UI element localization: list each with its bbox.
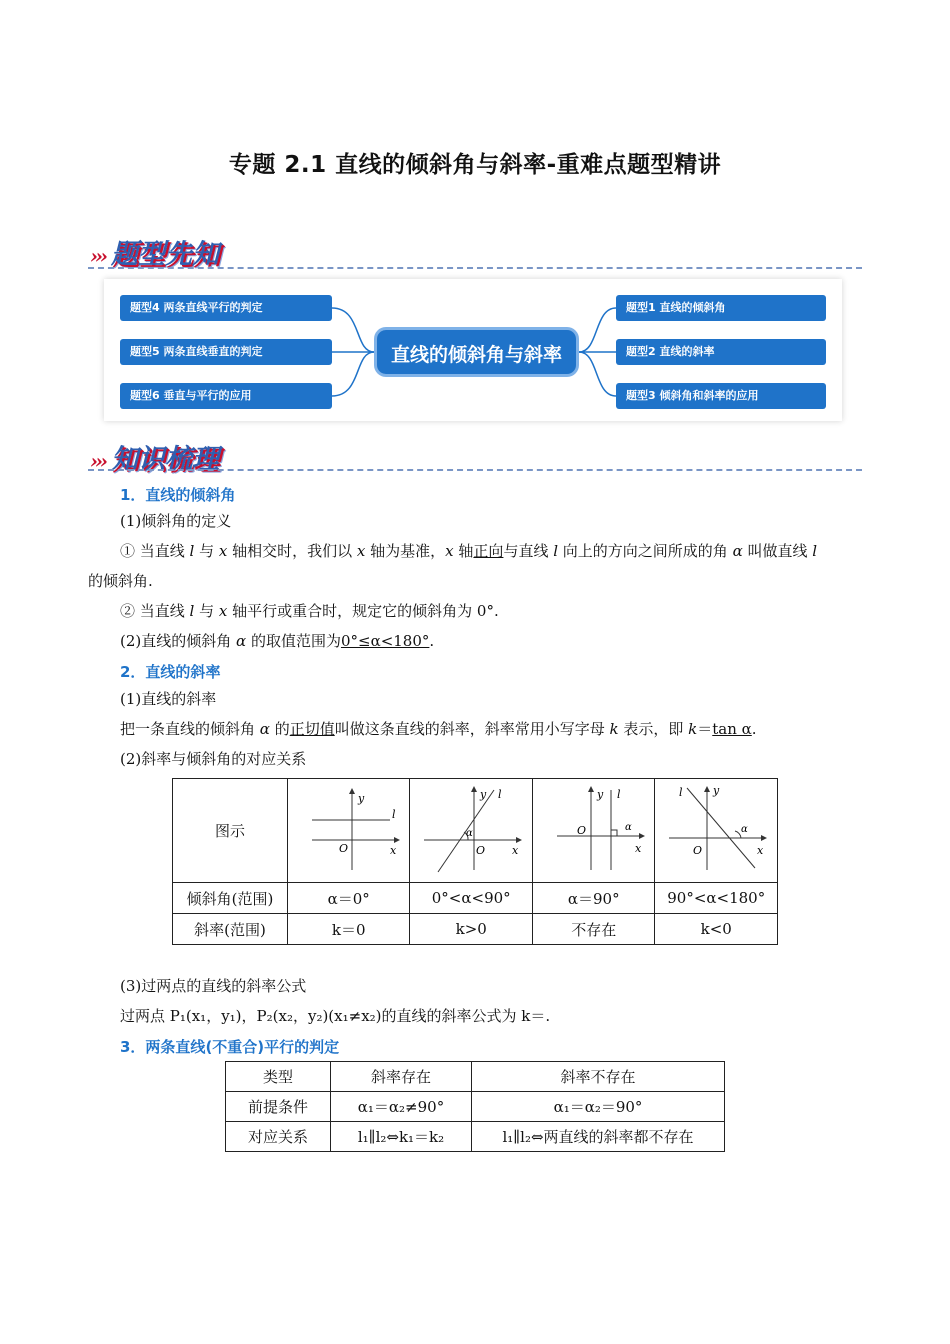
figure-obtuse-line — [661, 784, 771, 874]
table-cell: α＝90° — [532, 883, 655, 914]
table-cell: l₁∥l₂⇔k₁＝k₂ — [331, 1122, 472, 1152]
page-title: 专题 2.1 直线的倾斜角与斜率-重难点题型精讲 — [228, 152, 722, 178]
mind-center: 直线的倾斜角与斜率 — [374, 327, 579, 377]
paragraph-def-1-cont: 的倾斜角. — [88, 572, 153, 590]
parallel-table — [225, 1061, 725, 1152]
mind-node-type5: 题型5 两条直线垂直的判定 — [120, 339, 332, 365]
table-header: 类型 — [226, 1062, 331, 1092]
mind-map — [104, 279, 842, 421]
svg-text:x: x — [512, 843, 519, 857]
svg-text:y: y — [480, 787, 487, 801]
figure-acute-line — [416, 784, 526, 874]
svg-text:α: α — [466, 827, 473, 839]
svg-text:l: l — [498, 787, 502, 801]
svg-text:y: y — [596, 787, 603, 801]
subheading: (3)过两点的直线的斜率公式 — [120, 977, 307, 995]
divider — [88, 469, 862, 471]
subheading: (1)倾斜角的定义 — [120, 512, 232, 530]
section-heading-2: 2．直线的斜率 — [120, 663, 221, 681]
table-cell: l₁∥l₂⇔两直线的斜率都不存在 — [472, 1122, 725, 1152]
table-cell: k<0 — [655, 914, 778, 945]
table-cell: 不存在 — [532, 914, 655, 945]
table-cell: 0°<α<90° — [410, 883, 533, 914]
table-cell: k>0 — [410, 914, 533, 945]
table-row-label: 前提条件 — [226, 1092, 331, 1122]
figure-obtuse — [655, 779, 778, 883]
paragraph-formula: 过两点 P₁(x₁，y₁)，P₂(x₂，y₂)(x₁≠x₂)的直线的斜率公式为 k＝. — [120, 1007, 551, 1025]
table-cell: α₁＝α₂＝90° — [472, 1092, 725, 1122]
subheading: (2)斜率与倾斜角的对应关系 — [120, 750, 307, 768]
svg-text:y: y — [357, 791, 364, 805]
banner-label: 知识梳理 — [111, 444, 219, 475]
table-row-label: 图示 — [173, 779, 288, 883]
figure-vertical — [532, 779, 655, 883]
svg-text:l: l — [679, 785, 683, 799]
svg-text:l: l — [391, 807, 396, 821]
section-heading-3: 3．两条直线(不重合)平行的判定 — [120, 1038, 340, 1056]
table-cell: 90°<α<180° — [655, 883, 778, 914]
figure-horizontal-line — [294, 784, 404, 874]
svg-text:O: O — [338, 841, 348, 855]
table-header: 斜率存在 — [331, 1062, 472, 1092]
figure-horizontal — [287, 779, 410, 883]
banner-arrows-icon: ››› — [90, 244, 105, 268]
svg-text:l: l — [616, 787, 621, 801]
divider — [88, 267, 862, 269]
mind-node-type6: 题型6 垂直与平行的应用 — [120, 383, 332, 409]
table-cell: k＝0 — [287, 914, 410, 945]
table-row-label: 对应关系 — [226, 1122, 331, 1152]
svg-text:x: x — [634, 841, 641, 855]
banner-question-types — [90, 232, 219, 271]
section-heading-1: 1．直线的倾斜角 — [120, 486, 236, 504]
svg-text:y: y — [713, 783, 720, 797]
svg-text:α: α — [741, 823, 748, 835]
svg-text:α: α — [624, 821, 632, 833]
svg-text:x: x — [389, 843, 396, 857]
mind-node-type2: 题型2 直线的斜率 — [616, 339, 826, 365]
table-cell: α＝0° — [287, 883, 410, 914]
svg-text:O: O — [693, 843, 703, 857]
table-row-label: 斜率(范围) — [173, 914, 288, 945]
svg-text:O: O — [576, 823, 586, 837]
banner-arrows-icon: ››› — [90, 449, 105, 473]
subheading: (1)直线的斜率 — [120, 690, 217, 708]
mind-node-type3: 题型3 倾斜角和斜率的应用 — [616, 383, 826, 409]
paragraph-def-1: ① 当直线 l 与 x 轴相交时，我们以 x 轴为基准，x 轴正向与直线 l 向上的方向之间所成的角 α 叫做直线 l — [120, 542, 818, 560]
table-row-label: 倾斜角(范围) — [173, 883, 288, 914]
mind-node-type4: 题型4 两条直线平行的判定 — [120, 295, 332, 321]
figure-acute — [410, 779, 533, 883]
table-cell: α₁＝α₂≠90° — [331, 1092, 472, 1122]
slope-angle-table — [172, 778, 778, 945]
figure-vertical-line — [539, 784, 649, 874]
paragraph-def-2: ② 当直线 l 与 x 轴平行或重合时，规定它的倾斜角为 0°. — [120, 602, 499, 620]
mind-node-type1: 题型1 直线的倾斜角 — [616, 295, 826, 321]
banner-label: 题型先知 — [111, 239, 219, 270]
paragraph-slope-def: 把一条直线的倾斜角 α 的正切值叫做这条直线的斜率，斜率常用小写字母 k 表示，即 k＝tan α. — [120, 720, 757, 738]
table-header: 斜率不存在 — [472, 1062, 725, 1092]
svg-text:x: x — [757, 843, 764, 857]
svg-text:O: O — [476, 843, 486, 857]
paragraph-range: (2)直线的倾斜角 α 的取值范围为0°≤α<180°. — [120, 632, 435, 650]
